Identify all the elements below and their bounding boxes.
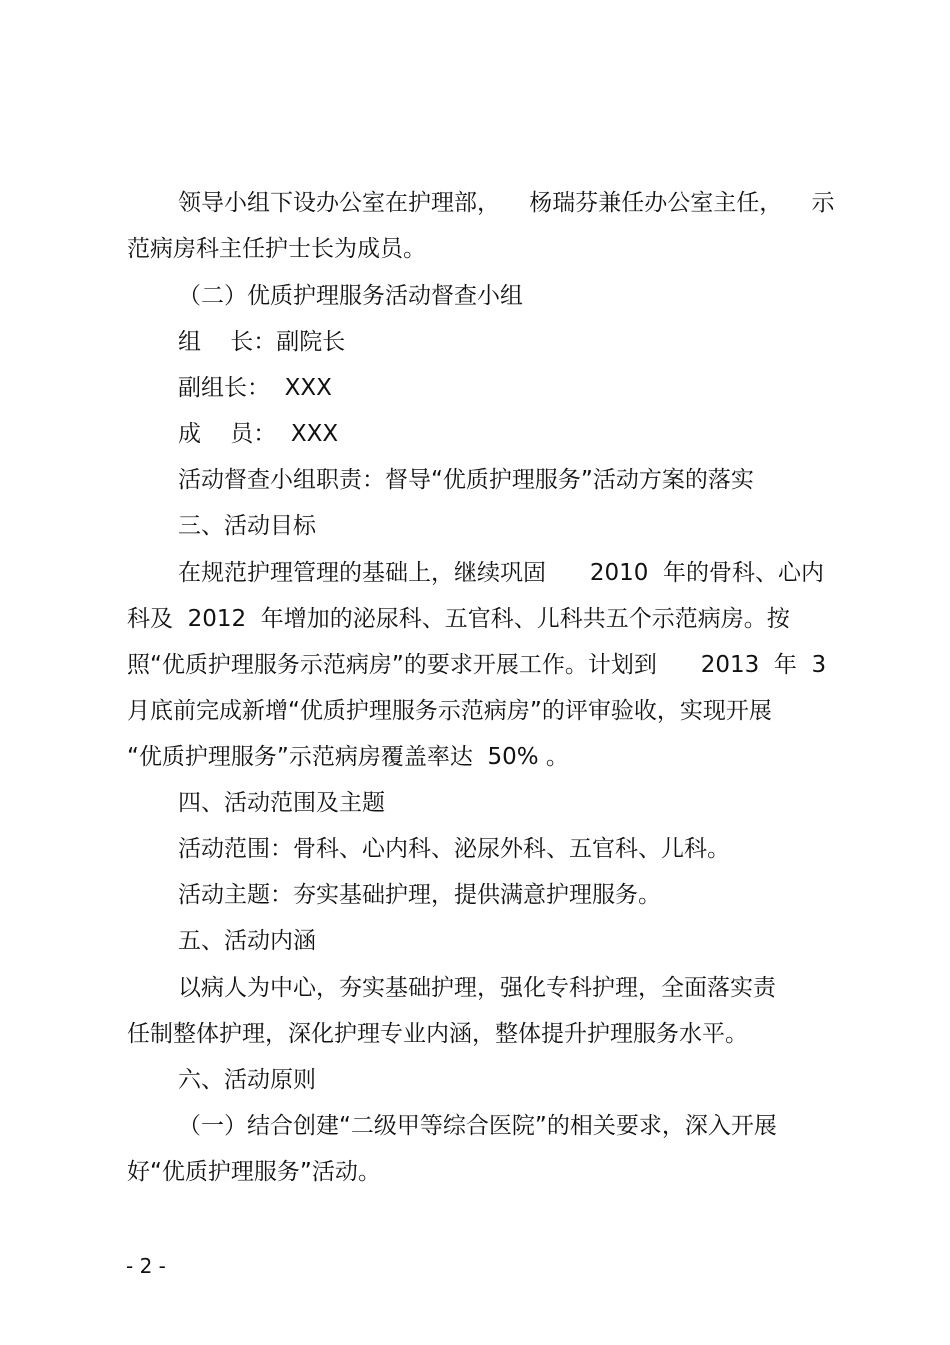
- section-heading: 四、活动范围及主题: [178, 790, 385, 816]
- paragraph-line: 好“优质护理服务”活动。: [127, 1159, 381, 1185]
- paragraph-line: 副组长： XXX: [178, 375, 332, 401]
- paragraph-line: （一）结合创建“二级甲等综合医院”的相关要求，深入开展: [178, 1113, 777, 1139]
- paragraph-line: 成 员： XXX: [178, 421, 339, 447]
- paragraph-line: 活动主题：夯实基础护理，提供满意护理服务。: [178, 882, 661, 908]
- paragraph-line: 任制整体护理，深化护理专业内涵，整体提升护理服务水平。: [127, 1021, 748, 1047]
- section-heading: 六、活动原则: [178, 1067, 316, 1093]
- paragraph-line: 范病房科主任护士长为成员。: [127, 236, 426, 262]
- paragraph-line: 在规范护理管理的基础上，继续巩固 2010 年的骨科、心内: [178, 560, 825, 586]
- paragraph-line: 组 长：副院长: [178, 329, 346, 355]
- paragraph-line: 月底前完成新增“优质护理服务示范病房”的评审验收，实现开展: [127, 698, 772, 724]
- paragraph-line: 活动范围：骨科、心内科、泌尿外科、五官科、儿科。: [178, 836, 730, 862]
- paragraph-line: “优质护理服务”示范病房覆盖率达 50% 。: [127, 744, 569, 770]
- paragraph-line: 以病人为中心，夯实基础护理，强化专科护理，全面落实责: [178, 975, 776, 1001]
- page-number: - 2 -: [126, 1254, 166, 1278]
- paragraph-line: 科及 2012 年增加的泌尿科、五官科、儿科共五个示范病房。按: [127, 606, 790, 632]
- section-heading: 五、活动内涵: [178, 928, 316, 954]
- paragraph-line: 活动督查小组职责：督导“优质护理服务”活动方案的落实: [178, 467, 754, 493]
- paragraph-line: 照“优质护理服务示范病房”的要求开展工作。计划到 2013 年 3: [127, 652, 827, 678]
- section-heading: （二）优质护理服务活动督查小组: [178, 283, 523, 309]
- paragraph-line: 领导小组下设办公室在护理部， 杨瑞芬兼任办公室主任， 示: [178, 190, 835, 216]
- section-heading: 三、活动目标: [178, 513, 316, 539]
